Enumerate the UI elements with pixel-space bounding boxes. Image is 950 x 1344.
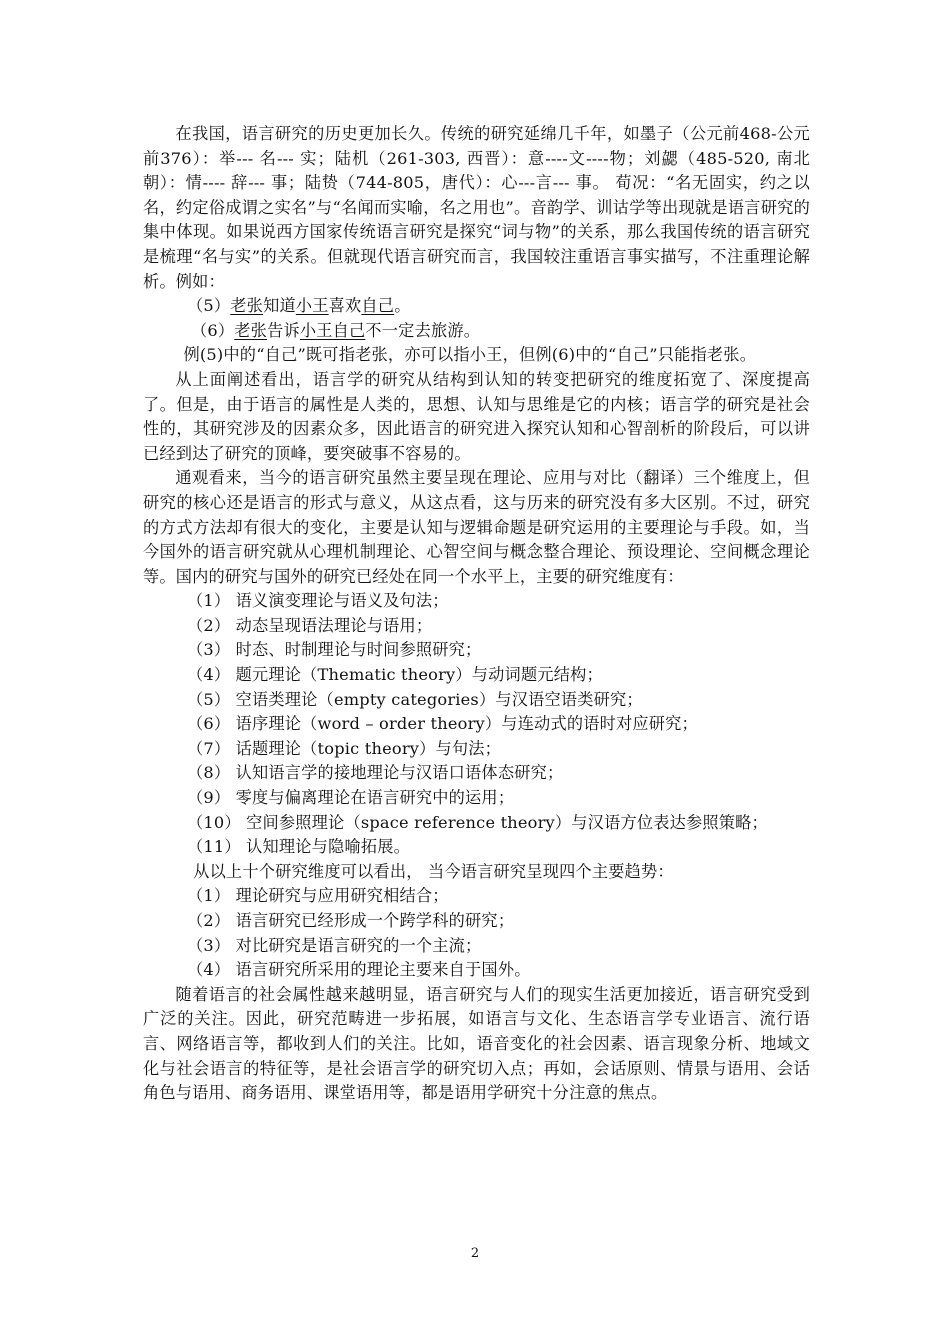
- example-verb: 知道: [263, 296, 296, 316]
- example-rest: 不一定去旅游。: [365, 320, 481, 340]
- trends-list: [143, 884, 810, 982]
- underlined-reflexive: 自己: [361, 296, 395, 316]
- list-item: （4） 题元理论（Thematic theory）与动词题元结构；: [187, 665, 603, 685]
- example-end: 。: [394, 296, 411, 316]
- example-sentence-5: [143, 294, 810, 319]
- research-dimensions-list: [143, 589, 810, 860]
- list-item: （3） 时态、时制理论与时间参照研究；: [187, 640, 482, 660]
- paragraph: 随着语言的社会属性越来越明显，语言研究与人们的现实生活更加接近，语言研究受到广泛的关注。因此，研究范畴进一步拓展，如语言与文化、生态语言学专业语言、流行语言、网络语言等，都收到人们的关注。比如，语音变化的社会因素、语言现象分析、地域文化与社会语言的特征等，是社会语言学的研究切入点；再如，会话原则、情景与语用、会话角色与语用、商务语用、课堂语用等，都是语用学研究十分注意的焦点。: [143, 984, 810, 1103]
- underlined-object: 小王自己: [299, 320, 366, 340]
- list-item: （10） 空间参照理论（space reference theory）与汉语方位表达参照策略；: [187, 812, 768, 832]
- example-verb: 喜欢: [328, 296, 362, 316]
- example-number: （6）: [191, 320, 235, 340]
- list-item: （8） 认知语言学的接地理论与汉语口语体态研究；: [187, 763, 564, 783]
- list-item: （1） 理论研究与应用研究相结合；: [187, 886, 449, 906]
- paragraph: 从以上十个研究维度可以看出， 当今语言研究呈现四个主要趋势：: [193, 861, 674, 881]
- example-verb: 告诉: [267, 320, 300, 340]
- paragraph: 从上面阐述看出，语言学的研究从结构到认知的转变把研究的维度拓宽了、深度提高了。但是，由于语言的属性是人类的，思想、认知与思维是它的内核；语言学的研究是社会性的，其研究涉及的因素众多，因此语言的研究进入探究认知和心智剖析的阶段后，可以讲已经到达了研究的顶峰，要突破事不容易的。: [143, 369, 810, 463]
- paragraph: 例(5)中的“自己”既可指老张，亦可以指小王，但例(6)中的“自己”只能指老张。: [183, 345, 757, 365]
- example-sentence-6: [143, 319, 810, 344]
- list-item: （2） 语言研究已经形成一个跨学科的研究；: [187, 911, 515, 930]
- list-item: （5） 空语类理论（empty categories）与汉语空语类研究；: [187, 689, 643, 709]
- list-item: （2） 动态呈现语法理论与语用；: [187, 615, 433, 635]
- list-item: （11） 认知理论与隐喻拓展。: [187, 837, 410, 857]
- list-item: （1） 语义演变理论与语义及句法；: [187, 591, 449, 611]
- page-number: 2: [470, 1246, 480, 1261]
- underlined-subject: 老张: [230, 296, 264, 316]
- list-item: （4） 语言研究所采用的理论主要来自于国外。: [187, 960, 531, 980]
- example-number: （5）: [187, 296, 231, 316]
- underlined-subject: 老张: [234, 320, 268, 340]
- document-body: [143, 122, 810, 1106]
- paragraph: 通观看来，当今的语言研究虽然主要呈现在理论、应用与对比（翻译）三个维度上，但研究的核心还是语言的形式与意义，从这点看，这与历来的研究没有多大区别。不过，研究的方式方法却有很大的变化，主要是认知与逻辑命题是研究运用的主要理论与手段。如，当今国外的语言研究就从心理机制理论、心智空间与概念整合理论、预设理论、空间概念理论等。国内的研究与国外的研究已经处在同一个水平上，主要的研究维度有：: [143, 468, 810, 586]
- paragraph: 在我国，语言研究的历史更加长久。传统的研究延绵几千年，如墨子（公元前468-公元前376）：举--- 名--- 实；陆机（261-303, 西晋）：意----文----物；刘勰（485-520, 南北朝）：情---- 辞--- 事；陆贽（744-805，唐代）：心---言--- 事。 荀况：“名无固实，约之以名，约定俗成谓之实名”与“名闻而实喻，名之用也”。音韵学、训诂学等出现就是语言研究的集中体现。如果说西方国家传统语言研究是探究“词与物”的关系，那么我国传统的语言研究是梳理“名与实”的关系。但就现代语言研究而言，我国较注重语言事实描写，不注重理论解析。例如：: [143, 124, 810, 291]
- list-item: （7） 话题理论（topic theory）与句法；: [187, 738, 502, 758]
- underlined-object: 小王: [295, 296, 329, 316]
- list-item: （6） 语序理论（word – order theory）与连动式的语时对应研究；: [187, 714, 698, 734]
- list-item: （9） 零度与偏离理论在语言研究中的运用；: [187, 788, 515, 808]
- list-item: （3） 对比研究是语言研究的一个主流；: [187, 935, 482, 955]
